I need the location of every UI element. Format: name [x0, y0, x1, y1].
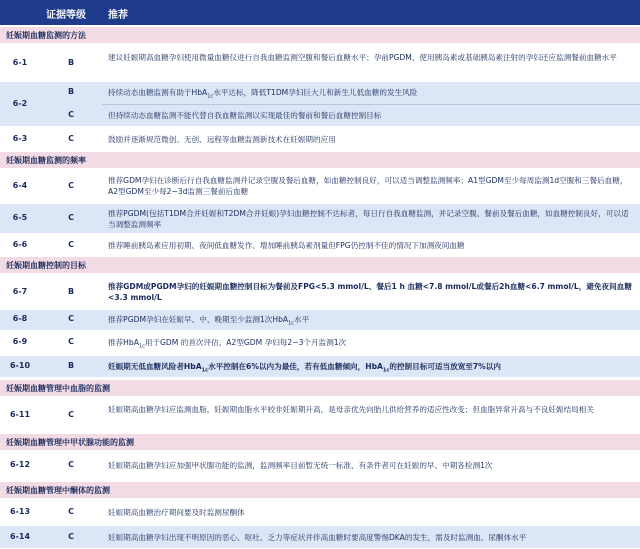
evidence-level: B — [67, 287, 75, 296]
rec-id: 6-12 — [9, 460, 31, 469]
section-header: 妊娠期血糖管理中酮体的监测 — [0, 482, 640, 498]
rec-id: 6-3 — [12, 134, 28, 143]
rec-id: 6-7 — [12, 287, 28, 296]
evidence-level: C — [68, 410, 74, 419]
rec-id: 6-5 — [12, 213, 28, 222]
rec-text: 妊娠期高血糖孕妇出现不明原因的恶心、呕吐、乏力等症状并伴高血糖时要高度警惕DKA的发生，需及时监测血、尿酮体水平 — [108, 533, 527, 542]
rec-id: 6-8 — [12, 314, 28, 323]
evidence-level: C — [68, 532, 74, 541]
rec-text: 推荐HbA$_{1c}$用于GDM 的首次评估，A2型GDM 孕妇每2~3个月监测1次 — [108, 338, 347, 350]
rec-text: 妊娠期高血糖治疗期间要及时监测尿酮体 — [108, 508, 245, 517]
rec-text: 鼓励并逐渐规范微创、无创、远程等血糖监测新技术在妊娠期的应用 — [108, 135, 336, 144]
table-row — [0, 526, 640, 548]
table-row — [0, 310, 640, 330]
rec-id: 6-6 — [12, 240, 28, 249]
rec-text: 建议妊娠期高血糖孕妇使用微量血糖仪进行自我血糖监测空腹和餐后血糖水平；孕前PGDM、使用胰岛素或基础胰岛素注射的孕妇还应监测餐前血糖水平 — [108, 53, 617, 62]
evidence-level: C — [68, 240, 74, 249]
rec-text: 推荐PGDM(包括T1DM合并妊娠和T2DM合并妊娠)孕妇血糖控制不达标者，每日行自我血糖监测，并记录空腹、餐前及餐后血糖，如血糖控制良好，可以适当调整监测频率 — [108, 209, 629, 229]
table-row — [0, 356, 640, 377]
table-row — [0, 171, 640, 201]
rec-id: 6-10 — [9, 361, 31, 370]
section-header: 妊娠期血糖控制的目标 — [0, 257, 640, 273]
evidence-level: C — [68, 213, 74, 222]
rec-id: 6-4 — [12, 181, 28, 190]
rec-text: 推荐GDM或PGDM孕妇的妊娠期血糖控制目标为餐前及FPG<5.3 mmol/L、餐后1 h 血糖<7.8 mmol/L或餐后2h血糖<6.7 mmol/L，避免夜间血糖<3.3 mmol/L — [108, 282, 632, 302]
table-row — [0, 236, 640, 256]
table-row — [0, 333, 640, 353]
header-recommendation: 推荐 — [108, 10, 128, 21]
section-header: 妊娠期血糖管理中甲状腺功能的监测 — [0, 434, 640, 450]
rec-text: 妊娠期高血糖孕妇应监测血脂，妊娠期血脂水平较非妊娠期升高，是母亲优先向胎儿供给营养的适应性改变；但血脂异常升高与不良妊娠结局相关 — [108, 405, 594, 414]
evidence-level: C — [68, 314, 74, 323]
section-header: 妊娠期血糖监测的频率 — [0, 152, 640, 168]
table-row — [0, 501, 640, 523]
header-evidence-level: 证据等级 — [46, 10, 86, 21]
rec-id: 6-14 — [9, 532, 31, 541]
rec-id: 6-11 — [9, 410, 31, 419]
rec-text: 推荐睡前胰岛素应用初期、夜间低血糖发作、增加睡前胰岛素剂量但FPG仍控制不佳的情况下加测夜间血糖 — [108, 241, 465, 250]
evidence-level: C — [68, 110, 74, 119]
rec-text: 推荐GDM孕妇在诊断后行自我血糖监测并记录空腹及餐后血糖，如血糖控制良好，可以适当调整监测频率；A1型GDM至少每周监测1d空腹和三餐后血糖，A2型GDM至少每2~3d监测三餐前后血糖 — [108, 176, 628, 196]
evidence-level: B — [67, 361, 75, 370]
rec-text: 妊娠期无低血糖风险者HbA$_{1c}$水平控制在6%以内为最佳，若有低血糖倾向，HbA$_{1c}$的控制目标可适当放宽至7%以内 — [108, 362, 501, 374]
table-row — [0, 399, 640, 431]
evidence-level: C — [68, 134, 74, 143]
rec-text: 但持续动态血糖监测不能代替自我血糖监测以实现最佳的餐前和餐后血糖控制目标 — [108, 111, 382, 120]
table-header — [0, 0, 640, 25]
table-row — [0, 82, 640, 126]
evidence-level: C — [68, 460, 74, 469]
evidence-level: B — [67, 58, 75, 67]
evidence-level: B — [67, 87, 75, 96]
rec-id: 6-1 — [12, 58, 28, 67]
table-row — [0, 277, 640, 307]
evidence-level: C — [68, 337, 74, 346]
rec-text: 妊娠期高血糖孕妇应加强甲状腺功能的监测，监测频率目前暂无统一标准，有条件者可在妊娠的早、中期各检测1次 — [108, 461, 493, 470]
table-row — [0, 129, 640, 150]
section-header: 妊娠期血糖管理中血脂的监测 — [0, 380, 640, 396]
evidence-level: C — [68, 507, 74, 516]
table-row — [0, 46, 640, 79]
section-header: 妊娠期血糖监测的方法 — [0, 27, 640, 43]
table-row — [0, 204, 640, 233]
rec-text: 持续动态血糖监测有助于HbA$_{1c}$水平达标，降低T1DM孕妇巨大儿和新生儿低血糖的发生风险 — [108, 88, 418, 100]
rec-id: 6-13 — [9, 507, 31, 516]
rec-id: 6-9 — [12, 337, 28, 346]
row-divider — [102, 104, 640, 105]
table-row — [0, 453, 640, 479]
evidence-level: C — [68, 181, 74, 190]
rec-text: 推荐PGDM孕妇在妊娠早、中、晚期至少监测1次HbA$_{1c}$水平 — [108, 315, 310, 327]
rec-id: 6-2 — [12, 99, 28, 108]
